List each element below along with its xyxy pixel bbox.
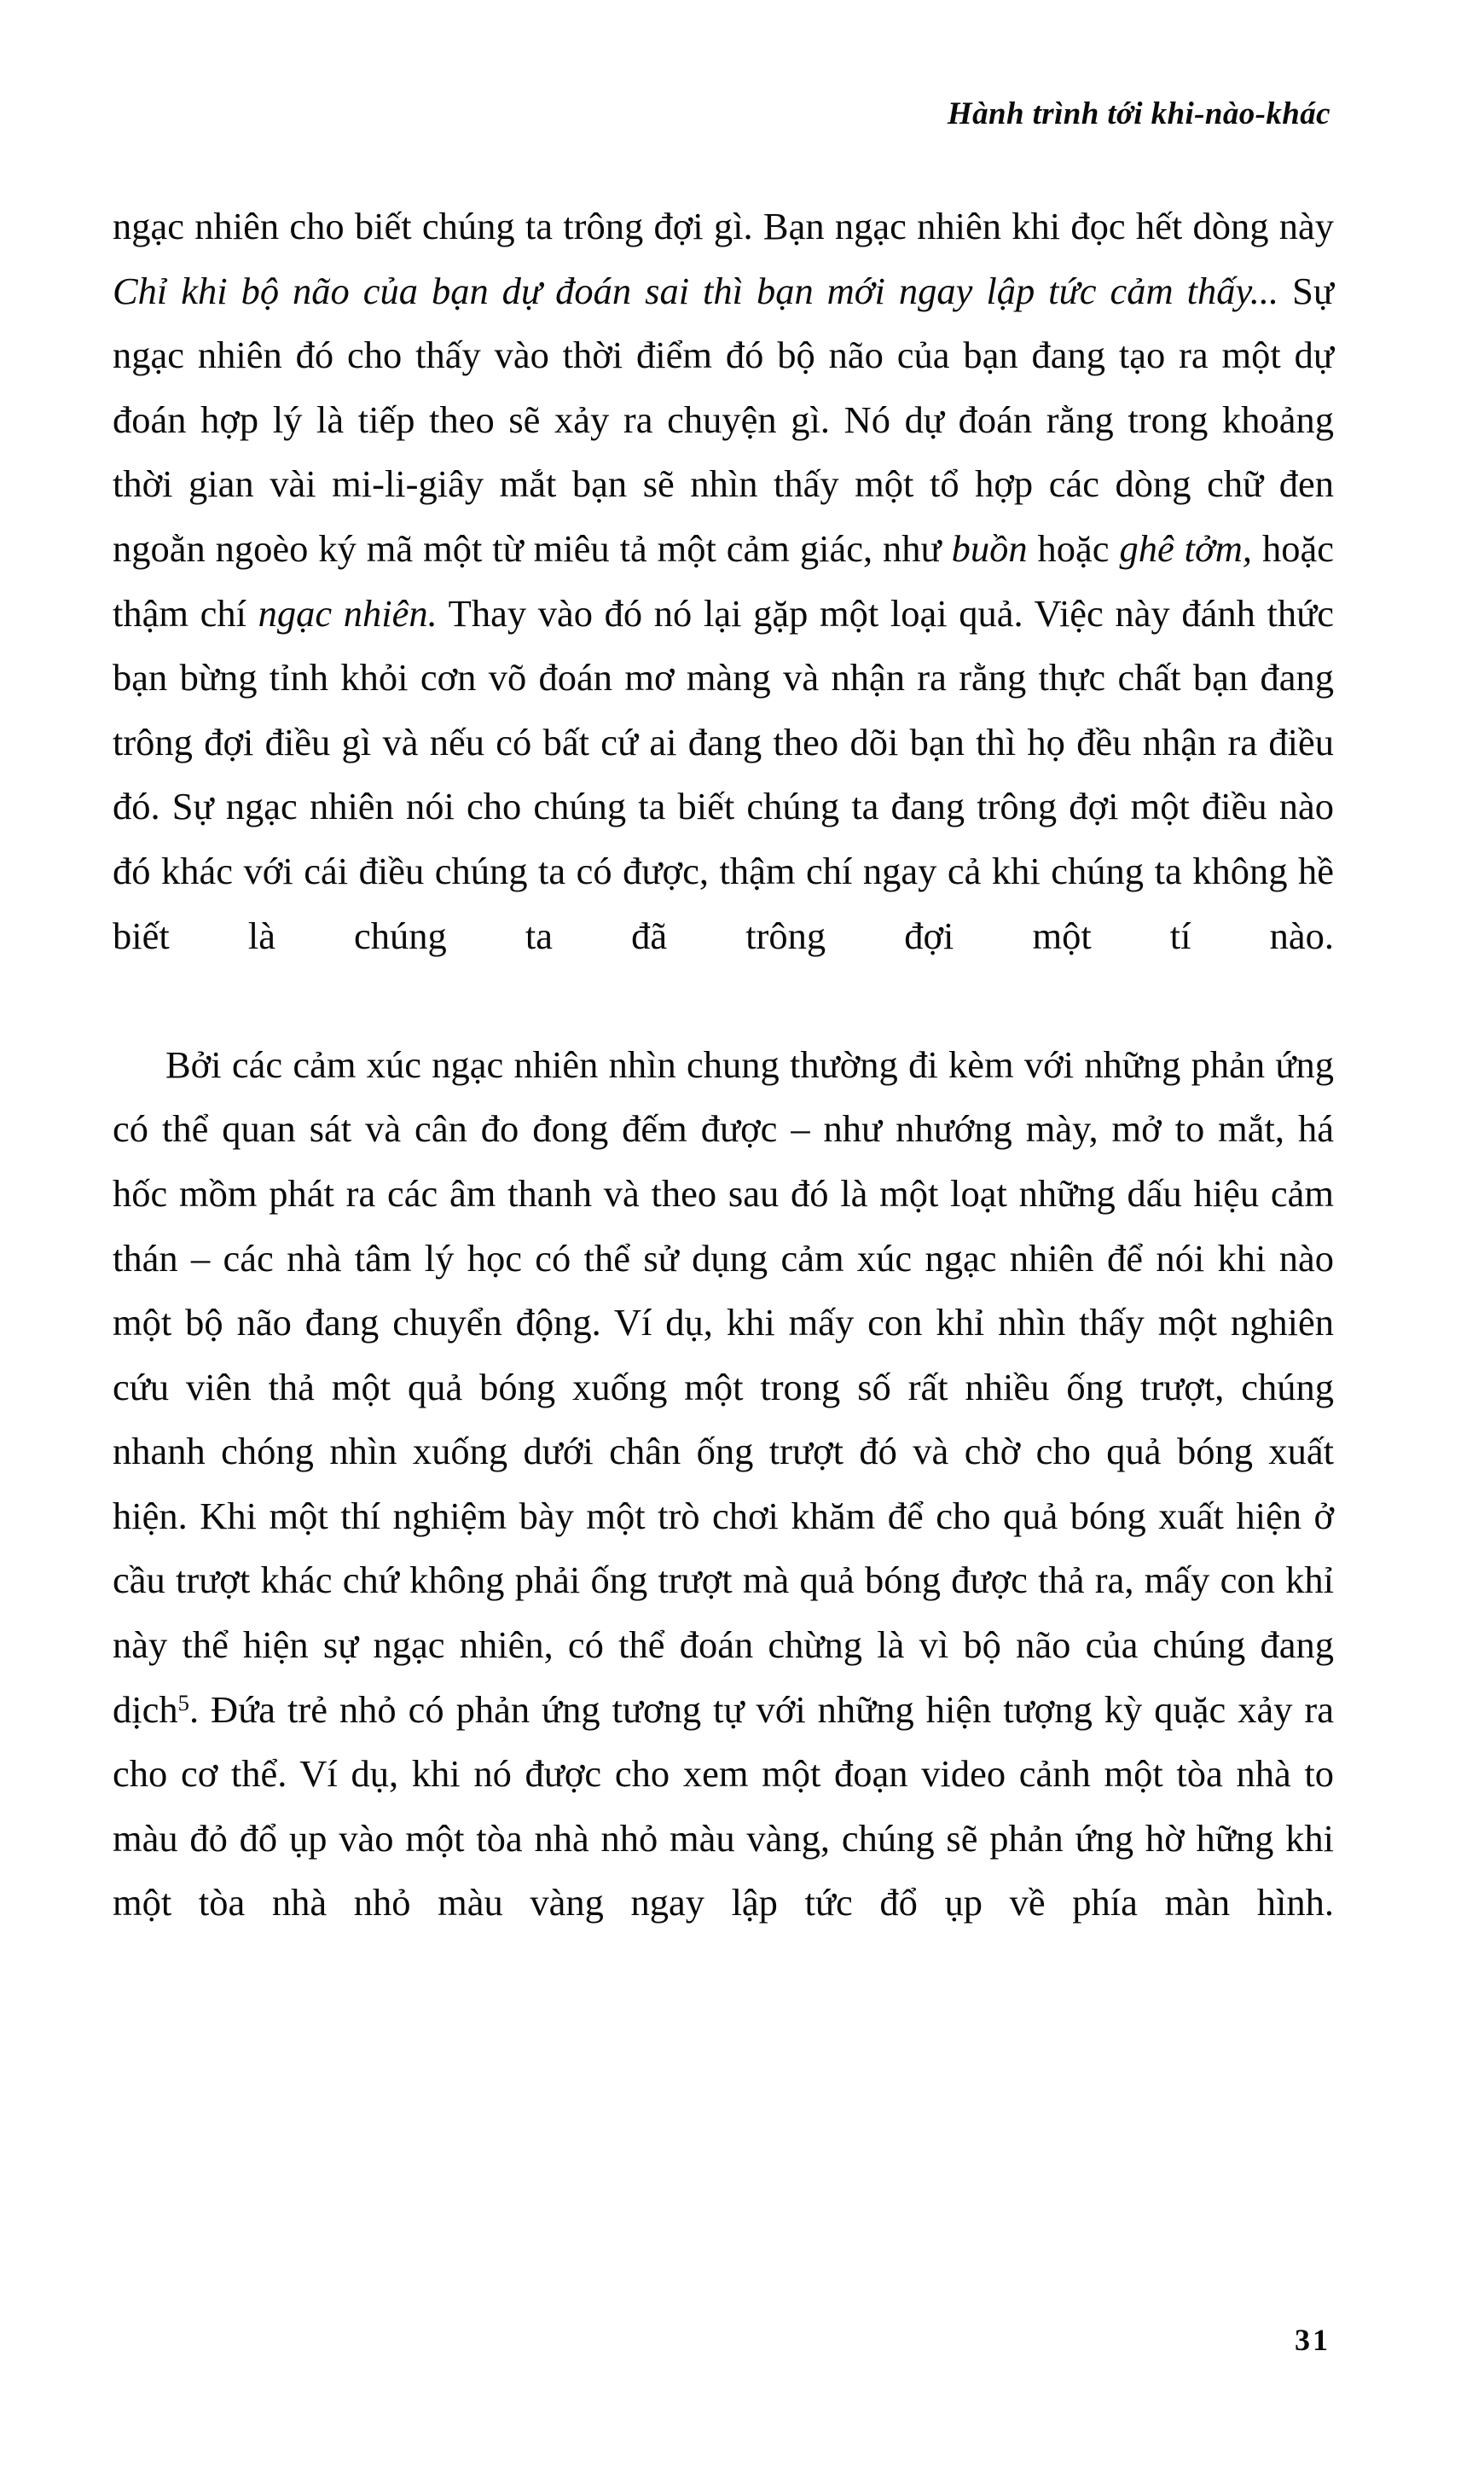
- paragraph-1-emphasis-3: ghê tởm,: [1119, 526, 1253, 570]
- paragraph-1-run-5: Thay vào đó nó lại gặp một loại quả. Việc này đánh thức bạn bừng tỉnh khỏi cơn võ đoán mơ màng và nhận ra rằng thực chất bạn đang trông đợi điều gì và nếu có bất cứ ai đang theo dõi bạn thì họ đều nhận ra điều đó. Sự ngạc nhiên nói cho chúng ta biết chúng ta đang trông đợi một điều nào đó khác với cái điều chúng ta có được, thậm chí ngay cả khi chúng ta không hề biết là chúng ta đã trông đợi một tí nào.: [113, 591, 1334, 957]
- paragraph-1-emphasis-4: ngạc nhiên.: [258, 591, 438, 635]
- footnote-reference-marker[interactable]: 5: [177, 1689, 189, 1715]
- paragraph-1-run-1: ngạc nhiên cho biết chúng ta trông đợi gì. Bạn ngạc nhiên khi đọc hết dòng này: [113, 205, 1334, 247]
- running-head: Hành trình tới khi-nào-khác: [947, 96, 1330, 131]
- paragraph-1-run-2: Sự ngạc nhiên đó cho thấy vào thời điểm đó bộ não của bạn đang tạo ra một dự đoán hợp lý là tiếp theo sẽ xảy ra chuyện gì. Nó dự đoán rằng trong khoảng thời gian vài mi-li-giây mắt bạn sẽ nhìn thấy một tổ hợp các dòng chữ đen ngoằn ngoèo ký mã một từ miêu tả một cảm giác, như: [113, 269, 1335, 570]
- paragraph-2-run-2: . Đứa trẻ nhỏ có phản ứng tương tự với những hiện tượng kỳ quặc xảy ra cho cơ thể. Ví dụ, khi nó được cho xem một đoạn video cảnh một tòa nhà to màu đỏ đổ ụp vào một tòa nhà nhỏ màu vàng, chúng sẽ phản ứng hờ hững khi một tòa nhà nhỏ màu vàng ngay lập tức đổ ụp về phía màn hình.: [113, 1687, 1334, 1924]
- paragraph-1: [113, 194, 1334, 1033]
- paragraph-1-run-4: hoặc thậm chí: [113, 526, 1334, 635]
- paragraph-1-run-3: hoặc: [1027, 526, 1120, 570]
- paragraph-1-emphasis-2: buồn: [951, 526, 1028, 570]
- paragraph-1-emphasis-1: Chỉ khi bộ não của bạn dự đoán sai thì bạn mới ngay lập tức cảm thấy...: [113, 269, 1279, 312]
- paragraph-2-run-1: Bởi các cảm xúc ngạc nhiên nhìn chung thường đi kèm với những phản ứng có thể quan sát và cân đo đong đếm được – như nhướng mày, mở to mắt, há hốc mồm phát ra các âm thanh và theo sau đó là một loạt những dấu hiệu cảm thán – các nhà tâm lý học có thể sử dụng cảm xúc ngạc nhiên để nói khi nào một bộ não đang chuyển động. Ví dụ, khi mấy con khỉ nhìn thấy một nghiên cứu viên thả một quả bóng xuống một trong số rất nhiều ống trượt, chúng nhanh chóng nhìn xuống dưới chân ống trượt đó và chờ cho quả bóng xuất hiện. Khi một thí nghiệm bày một trò chơi khăm để cho quả bóng xuất hiện ở cầu trượt khác chứ không phải ống trượt mà quả bóng được thả ra, mấy con khỉ này thể hiện sự ngạc nhiên, có thể đoán chừng là vì bộ não của chúng đang dịch: [113, 1042, 1334, 1731]
- body-text-block: [113, 194, 1334, 2000]
- page-number: 31: [1295, 2323, 1330, 2357]
- paragraph-2: [113, 1033, 1334, 2000]
